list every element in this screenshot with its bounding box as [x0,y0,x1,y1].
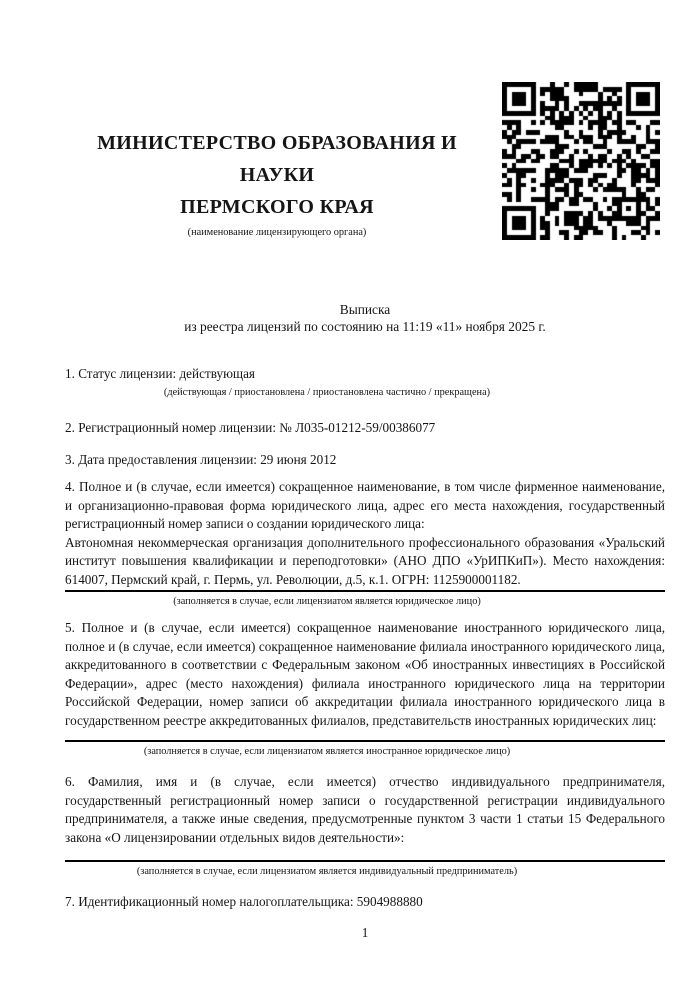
item-license-status [65,365,665,399]
legal-entity-fill-line [65,590,665,592]
foreign-entity-note: (заполняется в случае, если лицензиатом является иностранное юридическое лицо) [143,746,511,757]
legal-entity-note: (заполняется в случае, если лицензиатом является юридическое лицо) [173,596,481,607]
item-taxpayer-number [65,893,665,912]
item-registration-number [65,419,665,438]
qr-code-icon [502,82,660,240]
ministry-name-line1: МИНИСТЕРСТВО ОБРАЗОВАНИЯ И НАУКИ [97,132,457,186]
registration-number-text: 2. Регистрационный номер лицензии: № Л035-01212-59/00386077 [65,420,436,435]
license-status-note: (действующая / приостановлена / приостановлена частично / прекращена) [163,386,491,398]
individual-entrepreneur-prompt: 6. Фамилия, имя и (в случае, если имеется) отчество индивидуального предпринимателя, государственный регистрационный номер записи о государственной регистрации индивидуального предпринимателя, а также иные сведения, предусмотренные пунктом 3 части 1 статьи 15 Федерального закона «О лицензировании отдельных видов деятельности»: [65,774,665,845]
individual-entrepreneur-note: (заполняется в случае, если лицензиатом является индивидуальный предприниматель) [136,866,518,877]
document-title-line1: Выписка [339,302,391,317]
legal-entity-value: Автономная некоммерческая организация дополнительного профессионального образования «Уральский институт повышения квалификации и переподготовки» (АНО ДПО «УрИПКиП»). Место нахождения: 614007, Пермский край, г. Пермь, ул. Революции, д.5, к.1. ОГРН: 1125900001182. [65,534,665,587]
item-foreign-entity [65,619,665,758]
ministry-header [65,127,489,239]
document-title [65,301,665,335]
legal-entity-prompt: 4. Полное и (в случае, если имеется) сокращенное наименование, в том числе фирменное наименование, и организационно-правовая форма юридического лица, адрес его места нахождения, государственный регистрационный номер записи о создании юридического лица: [65,479,665,531]
page-number: 1 [361,925,369,940]
individual-entrepreneur-fill-line [65,860,665,862]
item-legal-entity [65,478,665,608]
ministry-name-line2: ПЕРМСКОГО КРАЯ [180,196,374,218]
item-grant-date [65,451,665,470]
document-title-line2: из реестра лицензий по состоянию на 11:19 «11» ноября 2025 г. [184,319,546,334]
item-individual-entrepreneur [65,773,665,878]
licensing-authority-note: (наименование лицензирующего органа) [187,227,367,238]
taxpayer-number-text: 7. Идентификационный номер налогоплательщика: 5904988880 [65,894,423,909]
foreign-entity-prompt: 5. Полное и (в случае, если имеется) сокращенное наименование иностранного юридического лица, полное и (в случае, если имеется) сокращенное наименование филиала иностранного юридического лица, аккредитованного в соответствии с Федеральным законом «Об иностранных инвестициях в Российской Федерации», адрес (место нахождения) филиала иностранного юридического лица на территории Российской Федерации, номер записи об аккредитации филиала иностранного юридического лица в государственном реестре аккредитованных филиалов, представительств иностранных юридических лиц: [65,620,665,728]
license-status-text: 1. Статус лицензии: действующая [65,366,256,381]
grant-date-text: 3. Дата предоставления лицензии: 29 июня 2012 [65,452,337,467]
foreign-entity-fill-line [65,740,665,742]
